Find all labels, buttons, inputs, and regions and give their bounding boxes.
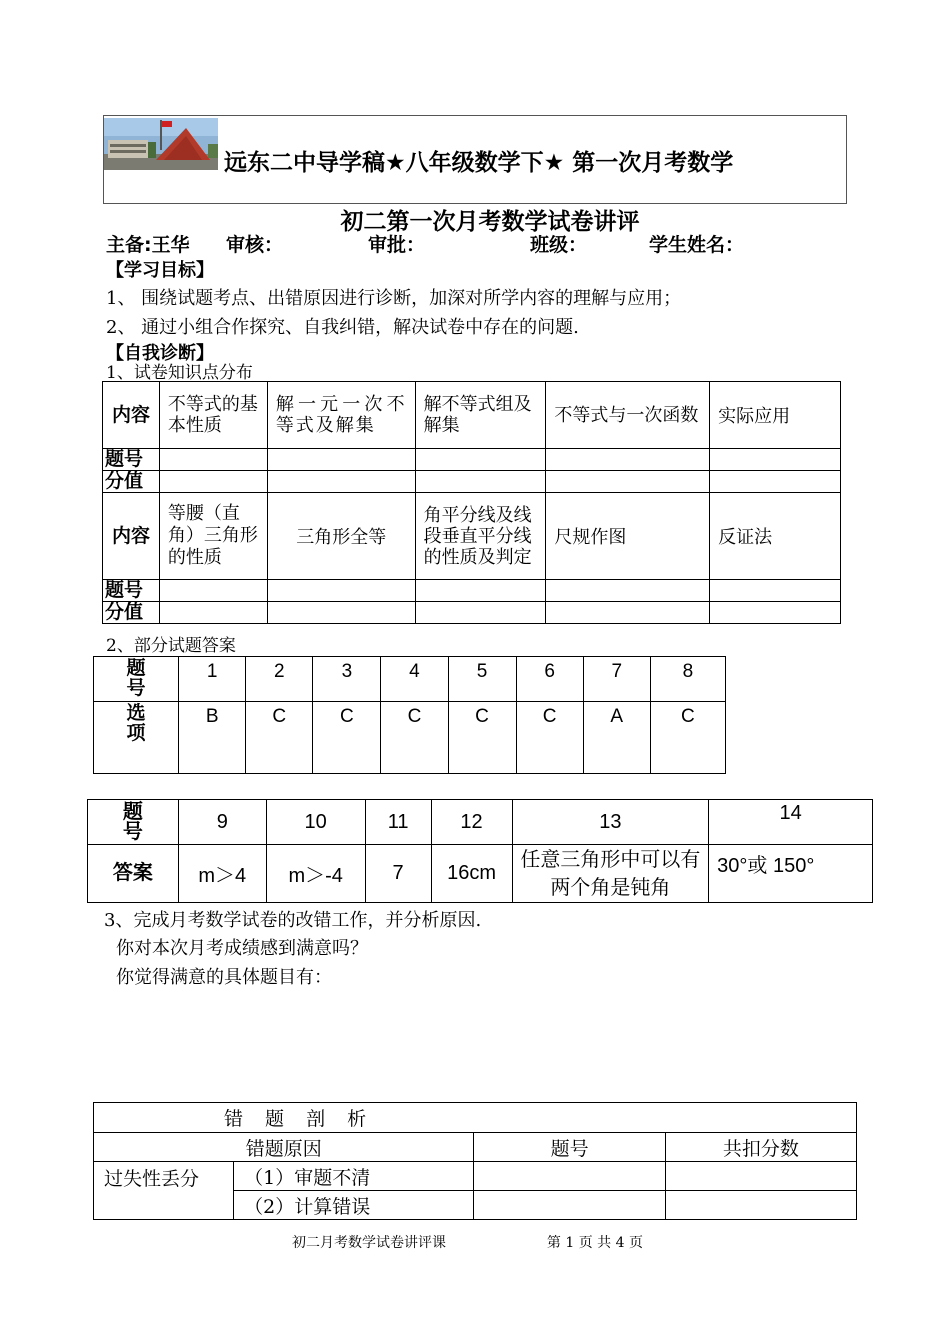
topic-cell: 三角形全等 bbox=[267, 493, 415, 580]
topic-cell: 解一元一次不等式及解集 bbox=[267, 382, 415, 449]
answer-option: C bbox=[246, 702, 313, 774]
question-number: 10 bbox=[266, 800, 365, 845]
blank-cell[interactable] bbox=[159, 602, 267, 624]
blank-cell[interactable] bbox=[159, 471, 267, 493]
row-label-score: 分值 bbox=[103, 602, 160, 624]
blank-cell[interactable] bbox=[710, 580, 841, 602]
question-number: 14 bbox=[709, 800, 873, 845]
answers-table-1 bbox=[93, 656, 726, 774]
category-careless: 过失性丢分 bbox=[94, 1162, 234, 1220]
reason-item: （1）审题不清 bbox=[234, 1162, 474, 1191]
knowledge-table bbox=[102, 381, 841, 624]
label-number: 题号 bbox=[94, 657, 179, 702]
q1-label: 1、试卷知识点分布 bbox=[106, 363, 253, 383]
topic-cell: 等腰（直角）三角形的性质 bbox=[159, 493, 267, 580]
blank-cell[interactable] bbox=[546, 602, 710, 624]
blank-cell[interactable] bbox=[415, 602, 546, 624]
answer-option: C bbox=[448, 702, 516, 774]
header-title: 远东二中导学稿★八年级数学下★ 第一次月考数学 bbox=[224, 150, 734, 176]
q2-label: 2、部分试题答案 bbox=[106, 636, 236, 656]
blank-cell[interactable] bbox=[546, 449, 710, 471]
blank-cell[interactable] bbox=[710, 471, 841, 493]
doc-title: 初二第一次月考数学试卷讲评 bbox=[340, 208, 640, 235]
question-number: 9 bbox=[178, 800, 266, 845]
answer-value: 30°或 150° bbox=[709, 845, 873, 903]
topic-cell: 不等式的基本性质 bbox=[159, 382, 267, 449]
blank-cell[interactable] bbox=[267, 580, 415, 602]
blank-cell[interactable] bbox=[415, 471, 546, 493]
answer-option: A bbox=[583, 702, 650, 774]
question-number: 11 bbox=[365, 800, 431, 845]
blank-cell[interactable] bbox=[415, 580, 546, 602]
diagnosis-heading: 【自我诊断】 bbox=[106, 343, 214, 364]
answer-option: B bbox=[179, 702, 246, 774]
row-label-number: 题号 bbox=[103, 580, 160, 602]
row-label-number: 题号 bbox=[103, 449, 160, 471]
meta-approver: 审批： bbox=[368, 234, 426, 256]
question-number: 8 bbox=[650, 657, 725, 702]
col-reason: 错题原因 bbox=[94, 1133, 474, 1162]
blank-cell[interactable] bbox=[665, 1191, 856, 1220]
reason-item: （2）计算错误 bbox=[234, 1191, 474, 1220]
question-number: 6 bbox=[516, 657, 583, 702]
goal-item-2: 2、 通过小组合作探究、自我纠错，解决试卷中存在的问题. bbox=[106, 317, 579, 338]
footer-right: 第 1 页 共 4 页 bbox=[546, 1235, 643, 1251]
footer bbox=[0, 1232, 935, 1252]
row-label-score: 分值 bbox=[103, 471, 160, 493]
footer-left: 初二月考数学试卷讲评课 bbox=[292, 1235, 446, 1251]
label-number: 题号 bbox=[88, 800, 179, 845]
topic-cell: 实际应用 bbox=[710, 382, 841, 449]
blank-cell[interactable] bbox=[474, 1162, 665, 1191]
analysis-title: 错 题 剖 析 bbox=[94, 1103, 857, 1133]
q3-label: 3、完成月考数学试卷的改错工作，并分析原因. bbox=[104, 910, 482, 931]
question-number: 13 bbox=[512, 800, 709, 845]
goals-heading: 【学习目标】 bbox=[106, 260, 214, 281]
answer-value: m＞-4 bbox=[266, 845, 365, 903]
answer-option: C bbox=[381, 702, 448, 774]
meta-reviewer: 审核： bbox=[226, 234, 284, 256]
meta-student: 学生姓名： bbox=[649, 234, 745, 256]
q3-satisfied-items: 你觉得满意的具体题目有： bbox=[116, 967, 332, 988]
row-label-content: 内容 bbox=[103, 493, 160, 580]
question-number: 4 bbox=[381, 657, 448, 702]
label-option: 选项 bbox=[94, 702, 179, 774]
blank-cell[interactable] bbox=[159, 449, 267, 471]
question-number: 3 bbox=[313, 657, 381, 702]
meta-class: 班级： bbox=[530, 234, 588, 256]
blank-cell[interactable] bbox=[710, 602, 841, 624]
answers-table-2 bbox=[87, 799, 873, 903]
topic-cell: 不等式与一次函数 bbox=[546, 382, 710, 449]
question-number: 2 bbox=[246, 657, 313, 702]
error-analysis-table bbox=[93, 1102, 857, 1220]
col-points: 共扣分数 bbox=[665, 1133, 856, 1162]
answer-option: C bbox=[313, 702, 381, 774]
answer-value: m＞4 bbox=[178, 845, 266, 903]
label-answer: 答案 bbox=[88, 845, 179, 903]
blank-cell[interactable] bbox=[665, 1162, 856, 1191]
goal-item-1: 1、 围绕试题考点、出错原因进行诊断，加深对所学内容的理解与应用； bbox=[106, 288, 682, 309]
topic-cell: 反证法 bbox=[710, 493, 841, 580]
blank-cell[interactable] bbox=[710, 449, 841, 471]
answer-option: C bbox=[516, 702, 583, 774]
question-number: 1 bbox=[179, 657, 246, 702]
row-label-content: 内容 bbox=[103, 382, 160, 449]
school-photo bbox=[104, 118, 218, 170]
blank-cell[interactable] bbox=[546, 471, 710, 493]
topic-cell: 角平分线及线段垂直平分线的性质及判定 bbox=[415, 493, 546, 580]
blank-cell[interactable] bbox=[415, 449, 546, 471]
answer-option: C bbox=[650, 702, 725, 774]
blank-cell[interactable] bbox=[267, 449, 415, 471]
question-number: 12 bbox=[431, 800, 512, 845]
blank-cell[interactable] bbox=[267, 602, 415, 624]
meta-author: 主备:王华 bbox=[106, 234, 190, 256]
topic-cell: 尺规作图 bbox=[546, 493, 710, 580]
answer-value: 任意三角形中可以有两个角是钝角 bbox=[512, 845, 709, 903]
topic-cell: 解不等式组及解集 bbox=[415, 382, 546, 449]
answer-value: 7 bbox=[365, 845, 431, 903]
question-number: 7 bbox=[583, 657, 650, 702]
blank-cell[interactable] bbox=[159, 580, 267, 602]
col-number: 题号 bbox=[474, 1133, 665, 1162]
blank-cell[interactable] bbox=[546, 580, 710, 602]
blank-cell[interactable] bbox=[267, 471, 415, 493]
blank-cell[interactable] bbox=[474, 1191, 665, 1220]
answer-value: 16cm bbox=[431, 845, 512, 903]
question-number: 5 bbox=[448, 657, 516, 702]
q3-satisfied: 你对本次月考成绩感到满意吗？ bbox=[116, 938, 368, 959]
